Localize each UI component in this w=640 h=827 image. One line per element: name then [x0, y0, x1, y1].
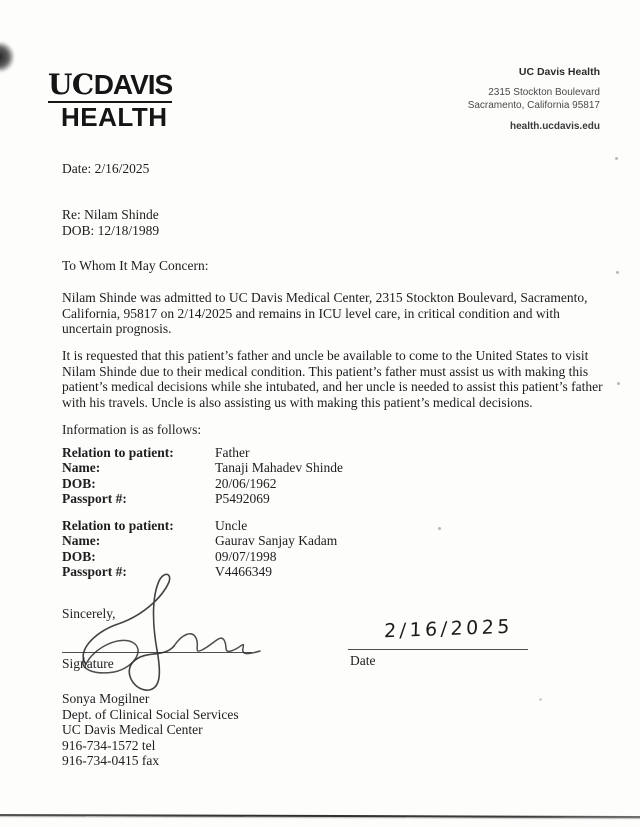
info-value: V4466349 — [215, 563, 272, 579]
scan-speck — [617, 382, 620, 385]
patient-dob-line: DOB: 12/18/1989 — [62, 223, 160, 238]
info-row — [62, 445, 343, 460]
letterhead-street: 2315 Stockton Boulevard — [488, 87, 600, 98]
signature-label: Signature — [62, 656, 114, 671]
info-value: 09/07/1998 — [215, 548, 277, 564]
info-row — [62, 518, 337, 533]
sender-fax: 916-734-0415 fax — [62, 753, 160, 769]
date-line: Date: 2/16/2025 — [62, 161, 150, 176]
letterhead-city: Sacramento, California 95817 — [467, 100, 600, 111]
info-row — [62, 460, 343, 475]
info-label: Name: — [62, 460, 101, 476]
paragraph-request: It is requested that this patient’s father and uncle be available to come to the United States to visit Nilam Shinde due to their medical condition. This patient’s father must assist us with making this patient’s medical decisions while she intubated, and her uncle is needed to assist this patient’s father with his travels. Uncle is also assisting us with making this patient’s medical decisions. — [62, 348, 603, 410]
letterhead-address — [468, 66, 600, 132]
info-value: Uncle — [215, 518, 248, 533]
info-value: Gaurav Sanjay Kadam — [215, 533, 338, 549]
handwritten-signature — [72, 572, 268, 696]
ucdavis-health-logo — [48, 68, 173, 132]
scan-speck — [615, 157, 618, 160]
info-row — [62, 549, 337, 564]
info-value: Father — [215, 445, 250, 460]
info-label: Name: — [62, 533, 101, 549]
handwritten-date: 2/16/2025 — [383, 615, 514, 643]
logo-uc-text: UC — [48, 68, 94, 101]
scan-smudge — [0, 42, 14, 72]
info-label: Passport #: — [62, 563, 127, 579]
scan-speck — [438, 527, 441, 530]
info-label: DOB: — [62, 475, 96, 491]
date-line-rule — [348, 649, 528, 650]
info-row — [62, 491, 343, 506]
logo-health-text: HEALTH — [61, 102, 168, 132]
info-label: Relation to patient: — [62, 445, 174, 460]
logo-ucdavis — [48, 68, 173, 103]
re-line: Re: Nilam Shinde — [62, 207, 159, 222]
info-value: Tanaji Mahadev Shinde — [215, 460, 344, 476]
paragraph-admission: Nilam Shinde was admitted to UC Davis Medical Center, 2315 Stockton Boulevard, Sacramento, California, 95817 on 2/14/2025 and remains in ICU level care, in critical condition and with uncertain prognosis. — [62, 290, 588, 336]
sender-organization: UC Davis Medical Center — [62, 722, 203, 738]
letterhead-website: health.ucdavis.edu — [509, 121, 600, 132]
info-intro: Information is as follows: — [62, 422, 202, 437]
sender-name: Sonya Mogilner — [62, 691, 150, 706]
sender-telephone: 916-734-1572 tel — [62, 737, 156, 753]
info-label: DOB: — [62, 548, 96, 564]
contact-block-father — [62, 445, 343, 506]
salutation: To Whom It May Concern: — [62, 258, 209, 273]
date-label: Date — [350, 653, 376, 668]
info-label: Passport #: — [62, 490, 127, 506]
letterhead-org: UC Davis Health — [518, 66, 600, 78]
info-row — [62, 476, 343, 491]
info-row — [62, 533, 337, 548]
sender-contact-block — [62, 691, 239, 769]
info-label: Relation to patient: — [62, 518, 174, 533]
contact-block-uncle — [62, 518, 337, 579]
info-value: P5492069 — [215, 490, 270, 506]
scan-speck — [616, 271, 619, 274]
scan-bottom-edge — [0, 814, 640, 818]
sender-department: Dept. of Clinical Social Services — [62, 706, 239, 722]
info-value: 20/06/1962 — [215, 475, 277, 491]
scan-speck — [539, 698, 542, 701]
closing: Sincerely, — [62, 606, 116, 621]
logo-davis-text: DAVIS — [93, 69, 173, 100]
